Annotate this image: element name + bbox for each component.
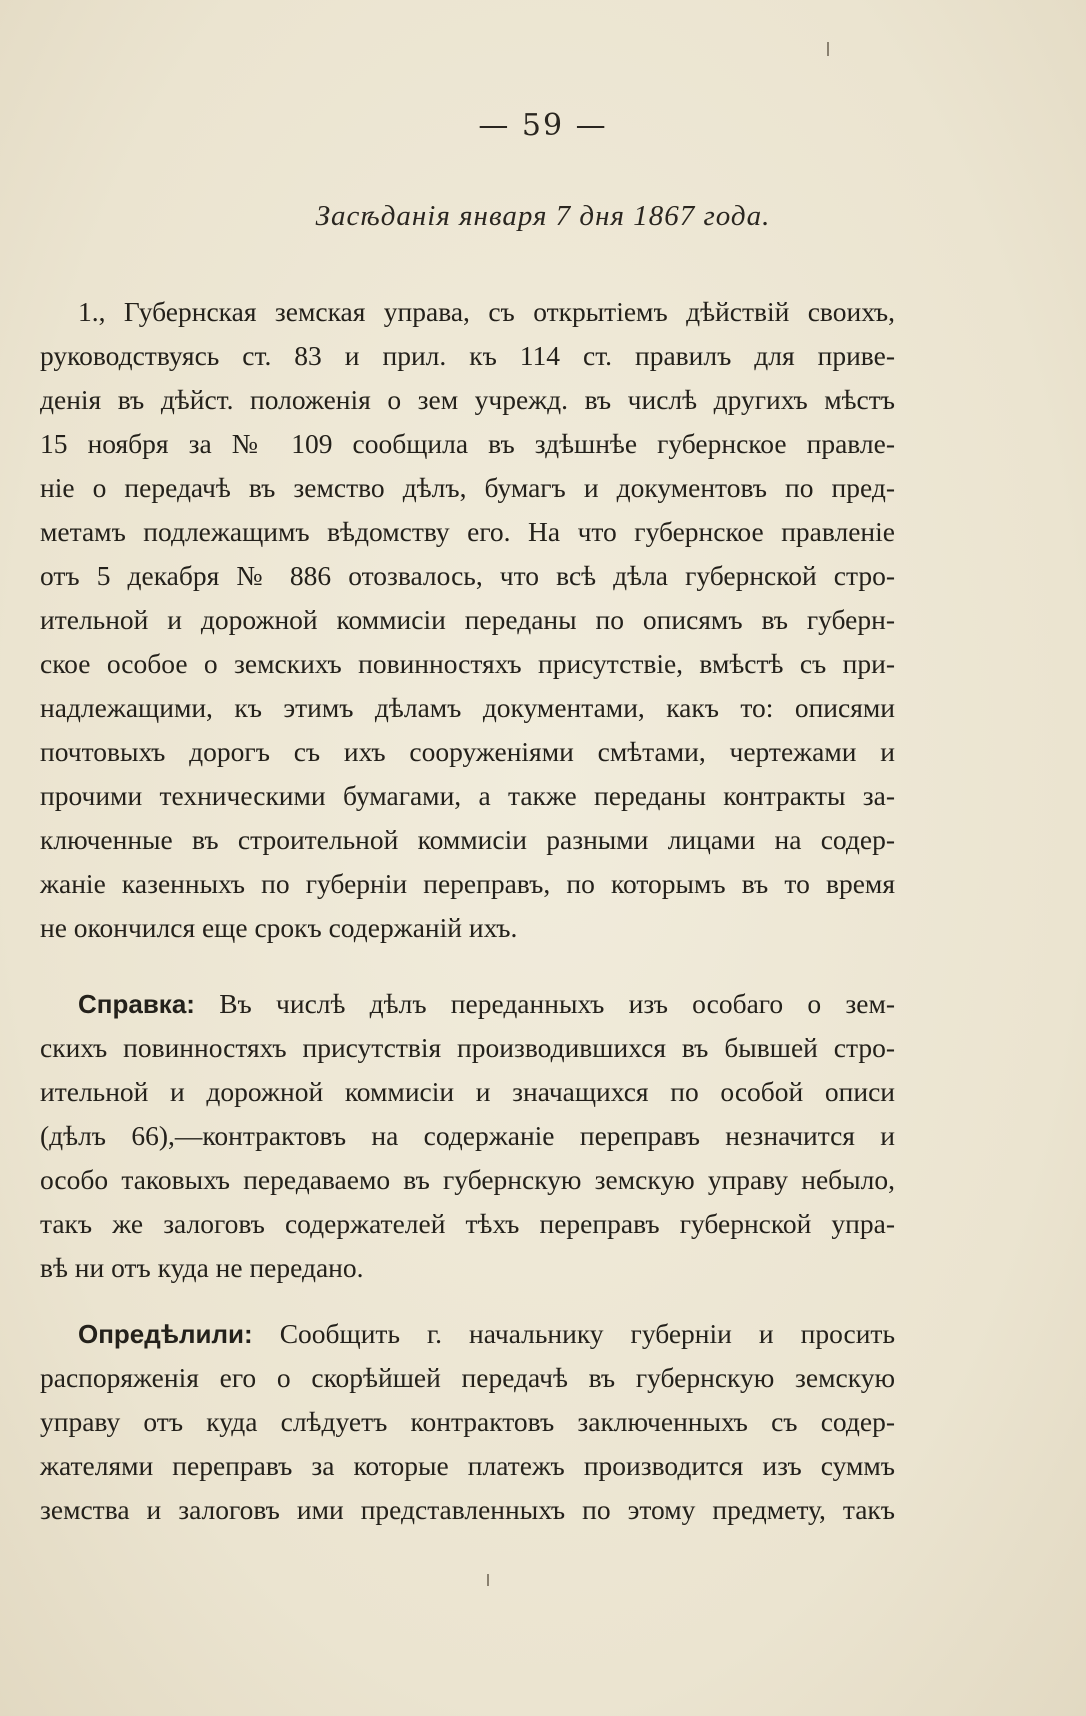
text-line: скихъ повинностяхъ присутствія производившихся въ бывшей стро-: [40, 1032, 895, 1063]
text-line: ительной и дорожной коммисіи переданы по описямъ въ губерн-: [40, 604, 895, 635]
text-line: руководствуясь ст. 83 и прил. къ 114 ст. правилъ для приве-: [40, 340, 895, 371]
paragraph-resolution: [40, 1312, 895, 1532]
text-line: 15 ноября за № 109 сообщила въ здѣшнѣе губернское правле-: [40, 428, 895, 459]
session-heading: Засѣданія января 7 дня 1867 года.: [315, 200, 771, 232]
text-line: надлежащими, къ этимъ дѣламъ документами, какъ то: описями: [40, 692, 895, 723]
text-line: (дѣлъ 66),—контрактовъ на содержаніе переправъ незначится и: [40, 1120, 895, 1151]
text-line: ское особое о земскихъ повинностяхъ присутствіе, вмѣстѣ съ при-: [40, 648, 895, 679]
text-line: ніе о передачѣ въ земство дѣлъ, бумагъ и документовъ по пред-: [40, 472, 895, 503]
text-line: жателями переправъ за которые платежъ производится изъ суммъ: [40, 1450, 895, 1481]
text-line: почтовыхъ дорогъ съ ихъ сооруженіями смѣтами, чертежами и: [40, 736, 895, 767]
paragraph-1: [40, 290, 895, 950]
text-line: отъ 5 декабря № 886 отозвалось, что всѣ дѣла губернской стро-: [40, 560, 895, 591]
text-line: 1., Губернская земская управа, съ открытіемъ дѣйствій своихъ,: [78, 296, 895, 327]
text-line: прочими техническими бумагами, а также переданы контракты за-: [40, 780, 895, 811]
text-line: особо таковыхъ передаваемо въ губернскую земскую управу небыло,: [40, 1164, 895, 1195]
text-line: управу отъ куда слѣдуетъ контрактовъ заключенныхъ съ содер-: [40, 1406, 895, 1437]
text-line: не окончился еще срокъ содержаній ихъ.: [40, 912, 518, 943]
margin-mark: [827, 42, 829, 56]
text-line: вѣ ни отъ куда не передано.: [40, 1252, 364, 1283]
text-line: денія въ дѣйст. положенія о зем учрежд. въ числѣ другихъ мѣстъ: [40, 384, 895, 415]
text-line: ключенные въ строительной коммисіи разными лицами на содер-: [40, 824, 895, 855]
text-line: такъ же залоговъ содержателей тѣхъ переправъ губернской упра-: [40, 1208, 895, 1239]
text-line: земства и залоговъ ими представленныхъ по этому предмету, такъ: [40, 1494, 895, 1525]
text-line: распоряженія его о скорѣйшей передачѣ въ губернскую земскую: [40, 1362, 895, 1393]
resolution-label: Опредѣлили:: [78, 1319, 253, 1349]
text-span: Въ числѣ дѣлъ переданныхъ изъ особаго о зем-: [219, 988, 896, 1019]
text-line: метамъ подлежащимъ вѣдомству его. На что губернское правленіе: [40, 516, 895, 547]
text-line: [40, 982, 895, 1026]
margin-mark: [487, 1574, 489, 1586]
reference-label: Справка:: [78, 989, 195, 1019]
text-span: Сообщить г. начальнику губерніи и просить: [279, 1318, 895, 1349]
text-line: [40, 1312, 895, 1356]
page-number: — 59 —: [478, 108, 608, 143]
text-line: ительной и дорожной коммисіи и значащихся по особой описи: [40, 1076, 895, 1107]
text-line: жаніе казенныхъ по губерніи переправъ, по которымъ въ то время: [40, 868, 895, 899]
paragraph-reference: [40, 982, 895, 1290]
